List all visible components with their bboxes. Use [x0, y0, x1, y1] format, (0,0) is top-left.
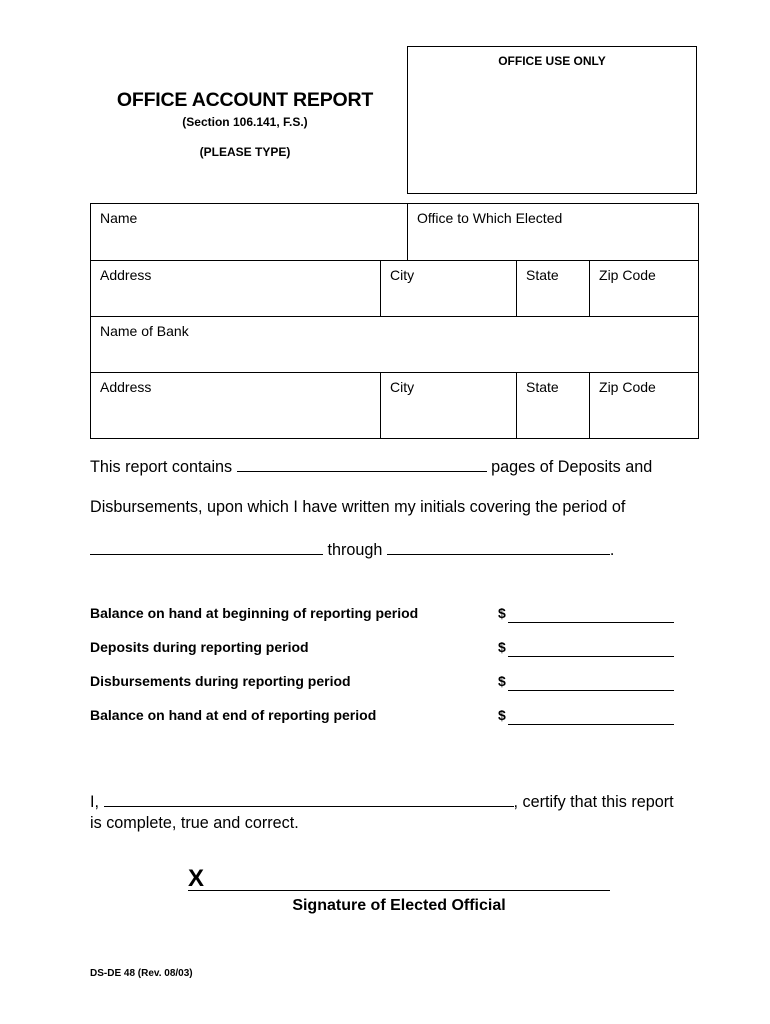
- office-field[interactable]: [408, 204, 699, 261]
- bank-zip-label: Zip Code: [599, 379, 656, 395]
- balance-beginning-input[interactable]: [508, 622, 674, 623]
- form-title: OFFICE ACCOUNT REPORT: [116, 89, 374, 111]
- certification-line1: [90, 792, 700, 812]
- period-end-punct: .: [609, 541, 615, 559]
- signature-mark: X: [188, 865, 205, 892]
- bank-address-label: Address: [100, 379, 152, 395]
- bank-city-label: City: [390, 379, 415, 395]
- office-use-label: OFFICE USE ONLY: [498, 54, 606, 68]
- zip-field[interactable]: [590, 261, 699, 317]
- address-label: Address: [100, 267, 152, 283]
- balance-beginning-currency: $: [498, 605, 506, 621]
- deposits-currency: $: [498, 639, 506, 655]
- period-line: [90, 540, 698, 560]
- disbursements-label: Disbursements during reporting period: [90, 673, 351, 689]
- city-label: City: [390, 267, 415, 283]
- identification-grid: [90, 203, 699, 439]
- signature-line[interactable]: [188, 890, 610, 891]
- bank-name-label: Name of Bank: [100, 323, 189, 339]
- report-pages-statement: [90, 457, 698, 477]
- balance-beginning-label: Balance on hand at beginning of reporting period: [90, 605, 419, 621]
- statement-part1: This report contains: [90, 458, 233, 476]
- period-start-blank[interactable]: [90, 540, 323, 555]
- bank-zip-field[interactable]: [590, 373, 699, 439]
- state-field[interactable]: [517, 261, 590, 317]
- zip-label: Zip Code: [599, 267, 656, 283]
- period-end-blank[interactable]: [387, 540, 610, 555]
- signature-label: Signature of Elected Official: [292, 897, 506, 914]
- certification-suffix: , certify that this report: [513, 793, 674, 811]
- statute-reference: (Section 106.141, F.S.): [182, 115, 308, 129]
- office-label: Office to Which Elected: [417, 210, 563, 226]
- bank-name-field[interactable]: [91, 317, 699, 373]
- through-label: through: [327, 541, 383, 559]
- deposits-label: Deposits during reporting period: [90, 639, 309, 655]
- name-label: Name: [100, 210, 138, 226]
- city-field[interactable]: [381, 261, 517, 317]
- balance-end-input[interactable]: [508, 724, 674, 725]
- address-field[interactable]: [91, 261, 381, 317]
- deposits-input[interactable]: [508, 656, 674, 657]
- statement-part2: pages of Deposits and: [491, 458, 653, 476]
- state-label: State: [526, 267, 559, 283]
- disbursements-input[interactable]: [508, 690, 674, 691]
- bank-address-field[interactable]: [91, 373, 381, 439]
- office-use-box: [407, 46, 697, 194]
- bank-city-field[interactable]: [381, 373, 517, 439]
- balance-end-currency: $: [498, 707, 506, 723]
- official-name-blank[interactable]: [104, 792, 514, 807]
- typing-instruction: (PLEASE TYPE): [199, 145, 291, 159]
- bank-state-label: State: [526, 379, 559, 395]
- name-field[interactable]: [91, 204, 408, 261]
- bank-state-field[interactable]: [517, 373, 590, 439]
- disbursements-currency: $: [498, 673, 506, 689]
- page-count-blank[interactable]: [237, 457, 487, 472]
- statement-line2: Disbursements, upon which I have written my initials covering the period of: [90, 498, 626, 516]
- form-id: DS-DE 48 (Rev. 08/03): [90, 968, 193, 979]
- balance-end-label: Balance on hand at end of reporting period: [90, 707, 377, 723]
- certification-prefix: I,: [90, 793, 99, 811]
- certification-line2: is complete, true and correct.: [90, 814, 299, 832]
